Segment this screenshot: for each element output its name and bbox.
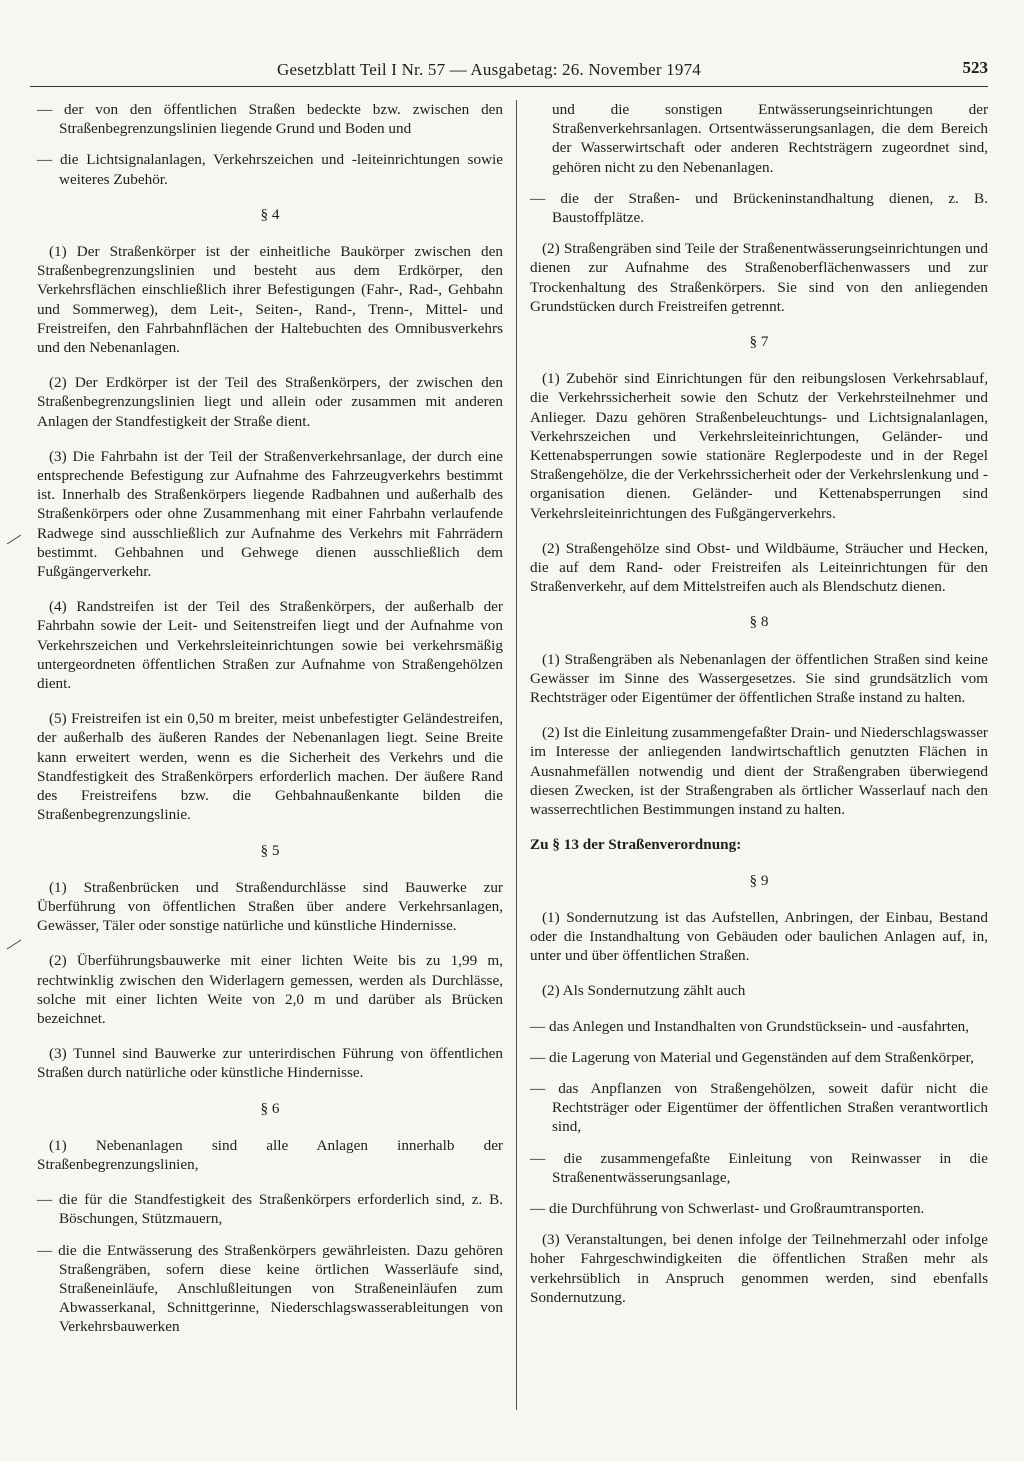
column-divider bbox=[516, 100, 517, 1410]
paragraph: (2) Straßengehölze sind Obst- und Wildbäume, Sträucher und Hecken, die auf dem Rand- oder Freistreifen als Leiteinrichtungen für den Straßenverkehr, auf dem Mittelstreifen auch als Blendschutz dienen. bbox=[530, 539, 988, 596]
list-item: — der von den öffentlichen Straßen bedeckte bzw. zwischen den Straßenbegrenzungslinien liegende Grund und Boden und bbox=[37, 101, 503, 138]
margin-tick-mark bbox=[6, 533, 22, 545]
left-column bbox=[37, 100, 503, 1349]
paragraph: (1) Sondernutzung ist das Aufstellen, Anbringen, der Einbau, Bestand oder die Instandhaltung von Gebäuden oder baulichen Anlagen auf, in, unter und über öffentlichen Straßen. bbox=[530, 908, 988, 965]
list-item: — die Durchführung von Schwerlast- und Großraumtransporten. bbox=[530, 1199, 925, 1217]
page-header bbox=[30, 56, 988, 87]
subheading: Zu § 13 der Straßenverordnung: bbox=[530, 836, 742, 854]
list-item: — die Lichtsignalanlagen, Verkehrszeichen und -leiteinrichtungen sowie weiteres Zubehör. bbox=[37, 151, 503, 188]
list-item: — die die Entwässerung des Straßenkörpers gewährleisten. Dazu gehören Straßengräben, sofern diese keine örtlichen Wasserläufe sind, Straßeneinläufe, Anschlußleitungen von Straßeneinläufen zum Abwasserkanal, Schnittgerinne, Niederschlagswasserableitungen von Verkehrsbauwerken bbox=[37, 1241, 503, 1336]
section-heading: § 7 bbox=[749, 333, 769, 351]
section-heading: § 9 bbox=[749, 871, 769, 889]
list-item: — das Anpflanzen von Straßengehölzen, soweit dafür nicht die Rechtsträger oder Eigentümer der öffentlichen Straßen verantwortlich sind, bbox=[530, 1079, 988, 1136]
paragraph: (1) Straßenbrücken und Straßendurchlässe sind Bauwerke zur Überführung von öffentlichen Straßen über andere Verkehrsanlagen, Gewässer, Täler oder sonstige natürliche und künstliche Hindernisse. bbox=[37, 878, 503, 935]
paragraph: (2) Überführungsbauwerke mit einer lichten Weite bis zu 1,99 m, rechtwinklig zwischen den Widerlagern gemessen, werden als Durchlässe, solche mit einer lichten Weite von 2,0 m und darüber als Brücken bezeichnet. bbox=[37, 952, 503, 1027]
header-title: Gesetzblatt Teil I Nr. 57 — Ausgabetag: 26. November 1974 bbox=[277, 60, 701, 79]
paragraph: (2) Straßengräben sind Teile der Straßenentwässerungseinrichtungen und dienen zur Aufnahme des Straßenoberflächenwassers und zur Trockenhaltung des Straßenkörpers. Sie sind von den anliegenden Grundstücken durch Freistreifen getrennt. bbox=[530, 240, 988, 315]
section-heading: § 5 bbox=[260, 841, 280, 859]
page-number: 523 bbox=[962, 58, 988, 77]
margin-tick-mark bbox=[6, 938, 22, 950]
paragraph: (3) Tunnel sind Bauwerke zur unterirdischen Führung von öffentlichen Straßen durch natürliche oder künstliche Hindernisse. bbox=[37, 1045, 503, 1082]
right-column bbox=[530, 100, 988, 1323]
paragraph: (1) Straßengräben als Nebenanlagen der öffentlichen Straßen sind keine Gewässer im Sinne des Wassergesetzes. Sie sind grundsätzlich vom Rechtsträger oder Eigentümer der öffentlichen Straße instand zu halten. bbox=[530, 650, 988, 707]
section-heading: § 4 bbox=[260, 205, 280, 223]
paragraph: (3) Veranstaltungen, bei denen infolge der Teilnehmerzahl oder infolge hoher Fahrgeschwindigkeiten die öffentlichen Straßen mehr als verkehrsüblich in Anspruch genommen werden, sind ebenfalls Sondernutzung. bbox=[530, 1231, 988, 1306]
list-item: — die für die Standfestigkeit des Straßenkörpers erforderlich sind, z. B. Böschungen, Stützmauern, bbox=[37, 1191, 503, 1228]
paragraph: (1) Zubehör sind Einrichtungen für den reibungslosen Verkehrsablauf, die Verkehrssicherheit sowie den Schutz der Verkehrsteilnehmer und Anlieger. Dazu gehören Straßenbeleuchtungs- und Lichtsignalanlagen, Verkehrszeichen und Verkehrsleiteinrichtungen, Geländer- und Kettenabsperrungen sowie stationäre Reglerpodeste und in der Regel Straßengehölze, die der Verkehrssicherheit oder der Verkehrslenkung und -organisation dienen. Geländer- und Kettenabsperrungen sind Verkehrsleiteinrichtungen des Fußgängerverkehrs. bbox=[530, 370, 988, 522]
paragraph: und die sonstigen Entwässerungseinrichtungen der Straßenverkehrsanlagen. Ortsentwässerungsanlagen, die dem Bereich der Wasserwirtschaft oder anderen Rechtsträgern zugeordnet sind, gehören nicht zu den Nebenanlagen. bbox=[552, 101, 988, 176]
paragraph: (2) Der Erdkörper ist der Teil des Straßenkörpers, der zwischen den Straßenbegrenzungslinien liegt und allein oder zusammen mit anderen Anlagen der Standfestigkeit der Straße dient. bbox=[37, 374, 503, 430]
paragraph: (3) Die Fahrbahn ist der Teil der Straßenverkehrsanlage, der durch eine entsprechende Befestigung zur Aufnahme des Fahrzeugverkehrs bestimmt ist. Innerhalb des Straßenkörpers liegende Radbahnen und außerhalb des Straßenkörpers oder ohne Zusammenhang mit einer Fahrbahn verlaufende Radwege sind ausschließlich zur Aufnahme des Verkehrs mit Fahrrädern bestimmt. Gehbahnen und Gehwege dienen ausschließlich dem Fußgängerverkehr. bbox=[37, 447, 503, 581]
paragraph: (4) Randstreifen ist der Teil des Straßenkörpers, der außerhalb der Fahrbahn sowie der Leit- und Seitenstreifen liegt und der Aufnahme von Verkehrszeichen und Verkehrsleiteinrichtungen sowie bei verkehrsmäßig untergeordneten öffentlichen Straßen zur Aufnahme von Straßengehölzen dient. bbox=[37, 598, 503, 693]
section-heading: § 8 bbox=[749, 613, 769, 631]
section-heading: § 6 bbox=[260, 1099, 280, 1117]
list-item: — das Anlegen und Instandhalten von Grundstücksein- und -ausfahrten, bbox=[530, 1017, 970, 1035]
list-item: — die zusammengefaßte Einleitung von Reinwasser in die Straßenentwässerungsanlage, bbox=[530, 1149, 988, 1186]
list-item: — die Lagerung von Material und Gegenständen auf dem Straßenkörper, bbox=[530, 1048, 974, 1066]
paragraph: (5) Freistreifen ist ein 0,50 m breiter, meist unbefestigter Geländestreifen, der außerhalb des äußeren Randes der Nebenanlagen liegt. Seine Breite kann erweitert werden, wenn es die Sicherheit des Verkehrs und die Standfestigkeit des Straßenkörpers erforderlich machen. Der äußere Rand des Freistreifens bzw. die Gehbahnaußenkante bilden die Straßenbegrenzungslinie. bbox=[37, 710, 503, 824]
paragraph: (1) Nebenanlagen sind alle Anlagen innerhalb der Straßenbegrenzungslinien, bbox=[37, 1136, 503, 1173]
paragraph: (2) Ist die Einleitung zusammengefaßter Drain- und Niederschlagswasser im Interesse der anliegenden landwirtschaftlich genutzten Flächen in Ausnahmefällen notwendig und dient der Straßengraben überwiegend diesen Zwecken, ist der Straßengraben als örtlicher Wasserlauf nach den wasserrechtlichen Bestimmungen instand zu halten. bbox=[530, 724, 988, 819]
paragraph: (1) Der Straßenkörper ist der einheitliche Baukörper zwischen den Straßenbegrenzungslinien und besteht aus dem Erdkörper, den Verkehrsflächen einschließlich ihrer Befestigungen (Fahr-, Rad-, Gehbahn und Sommerweg), dem Leit-, Seiten-, Rand-, Trenn-, Mittel- und Freistreifen, den Fahrbahnflächen der Haltebuchten des Omnibusverkehrs und den Nebenanlagen. bbox=[37, 243, 503, 357]
list-item: — die der Straßen- und Brückeninstandhaltung dienen, z. B. Baustoffplätze. bbox=[530, 189, 988, 227]
paragraph: (2) Als Sondernutzung zählt auch bbox=[542, 982, 746, 1000]
